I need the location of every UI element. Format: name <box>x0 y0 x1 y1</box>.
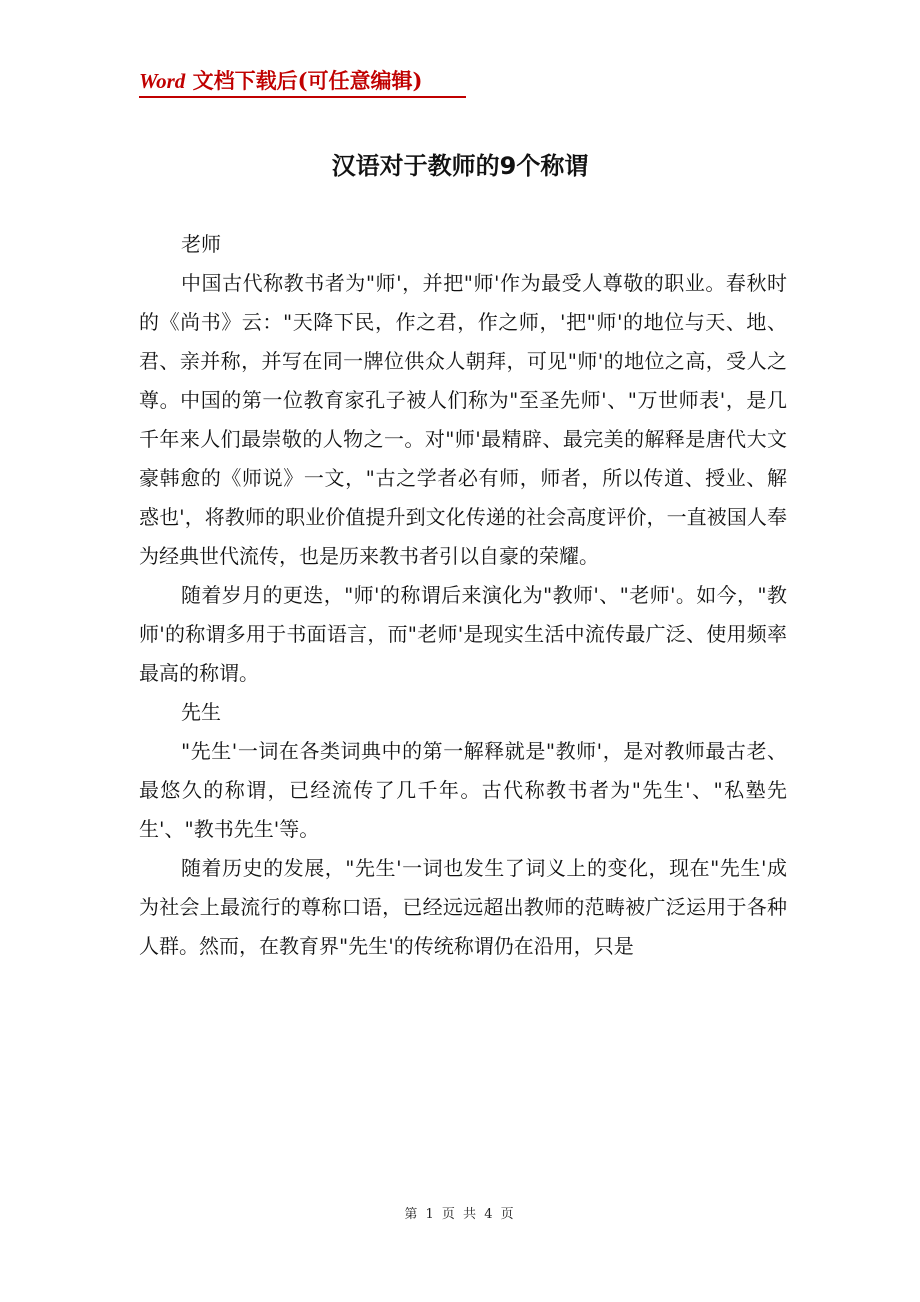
document-title: 汉语对于教师的9个称谓 <box>331 152 589 180</box>
section-heading-xiansheng: 先生 <box>181 700 221 724</box>
banner-underline <box>139 96 466 98</box>
section-heading-laoshi: 老师 <box>181 232 221 256</box>
paragraph-3: "先生'一词在各类词典中的第一解释就是"教师'，是对教师最古老、最悠久的称谓，已经流传了几千年。古代称教书者为"先生'、"私塾先生'、"教书先生'等。 <box>139 739 787 841</box>
document-body <box>139 225 787 966</box>
banner-word-label: Word <box>139 69 186 93</box>
paragraph-1: 中国古代称教书者为"师'，并把"师'作为最受人尊敬的职业。春秋时的《尚书》云："天降下民，作之君，作之师，'把"师'的地位与天、地、君、亲并称，并写在同一牌位供众人朝拜，可见"师'的地位之高，受人之尊。中国的第一位教育家孔子被人们称为"至圣先师'、"万世师表'，是几千年来人们最崇敬的人物之一。对"师'最精辟、最完美的解释是唐代大文豪韩愈的《师说》一文，"古之学者必有师，师者，所以传道、授业、解惑也'，将教师的职业价值提升到文化传递的社会高度评价，一直被国人奉为经典世代流传，也是历来教书者引以自豪的荣耀。 <box>139 271 787 568</box>
download-banner <box>139 66 422 96</box>
paragraph-2: 随着岁月的更迭，"师'的称谓后来演化为"教师'、"老师'。如今，"教师'的称谓多用于书面语言，而"老师'是现实生活中流传最广泛、使用频率最高的称谓。 <box>139 583 787 685</box>
page-number: 第 1 页 共 4 页 <box>404 1207 516 1222</box>
banner-text: 文档下载后(可任意编辑) <box>185 68 423 93</box>
paragraph-4: 随着历史的发展，"先生'一词也发生了词义上的变化，现在"先生'成为社会上最流行的尊称口语，已经远远超出教师的范畴被广泛运用于各种人群。然而，在教育界"先生'的传统称谓仍在沿用，只是 <box>139 856 787 958</box>
